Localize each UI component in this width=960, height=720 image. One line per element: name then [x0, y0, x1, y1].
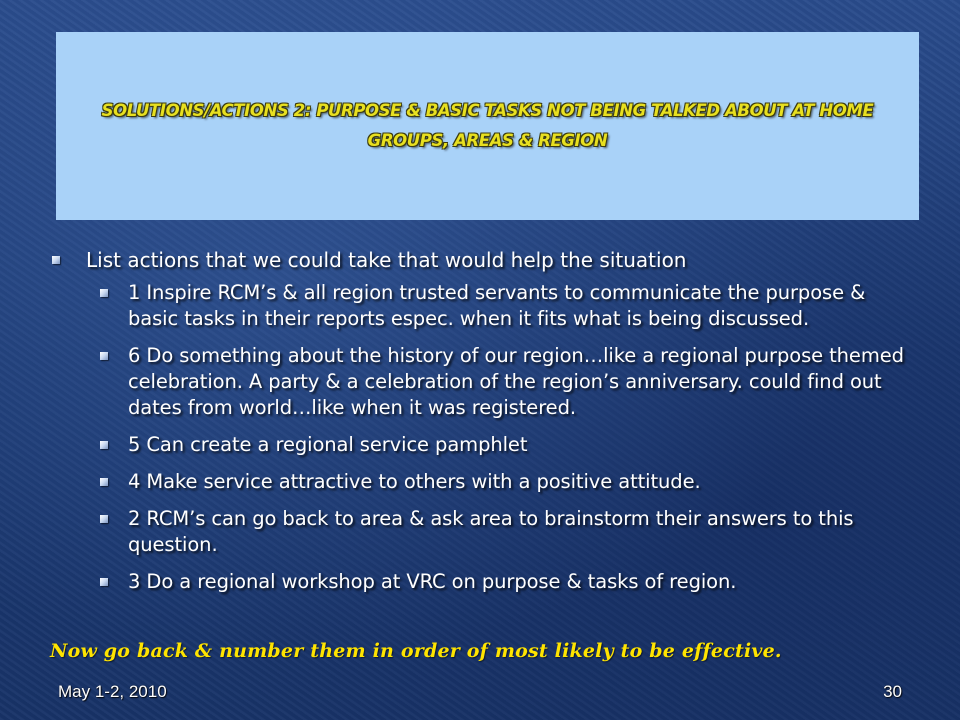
sub-bullet-text: 6 Do something about the history of our region…like a regional purpose themed celebration. A party & a celebration of the region’s anniversary. could find out dates from world…like when it was registered. [128, 344, 904, 419]
sub-bullet-text: 4 Make service attractive to others with a positive attitude. [128, 470, 701, 493]
bullet-icon [100, 441, 108, 449]
slide-date: May 1-2, 2010 [58, 682, 167, 701]
bullet-icon [100, 289, 108, 297]
bullet-icon [100, 352, 108, 360]
main-bullet-text: List actions that we could take that would help the situation [86, 248, 687, 272]
main-bullet [46, 246, 916, 274]
slide-title: SOLUTIONS/ACTIONS 2: PURPOSE & BASIC TASKS NOT BEING TALKED ABOUT AT HOME GROUPS, AREAS & REGION [101, 101, 874, 150]
page-number: 30 [883, 682, 902, 701]
sub-bullet [46, 343, 916, 421]
closing-note: Now go back & number them in order of most likely to be effective. [50, 640, 782, 662]
bullet-icon [52, 256, 60, 264]
sub-bullet-text: 3 Do a regional workshop at VRC on purpose & tasks of region. [128, 570, 737, 593]
sub-bullet-text: 1 Inspire RCM’s & all region trusted servants to communicate the purpose & basic tasks in their reports espec. when it fits what is being discussed. [128, 281, 866, 330]
sub-bullet [46, 506, 916, 558]
sub-bullet-text: 5 Can create a regional service pamphlet [128, 433, 528, 456]
title-box [56, 32, 919, 220]
sub-bullet [46, 280, 916, 332]
bullet-icon [100, 515, 108, 523]
bullet-icon [100, 578, 108, 586]
bullet-list [46, 246, 916, 606]
sub-bullet-text: 2 RCM’s can go back to area & ask area to brainstorm their answers to this question. [128, 507, 854, 556]
sub-bullet [46, 432, 916, 458]
sub-bullet [46, 569, 916, 595]
sub-bullet [46, 469, 916, 495]
bullet-icon [100, 478, 108, 486]
